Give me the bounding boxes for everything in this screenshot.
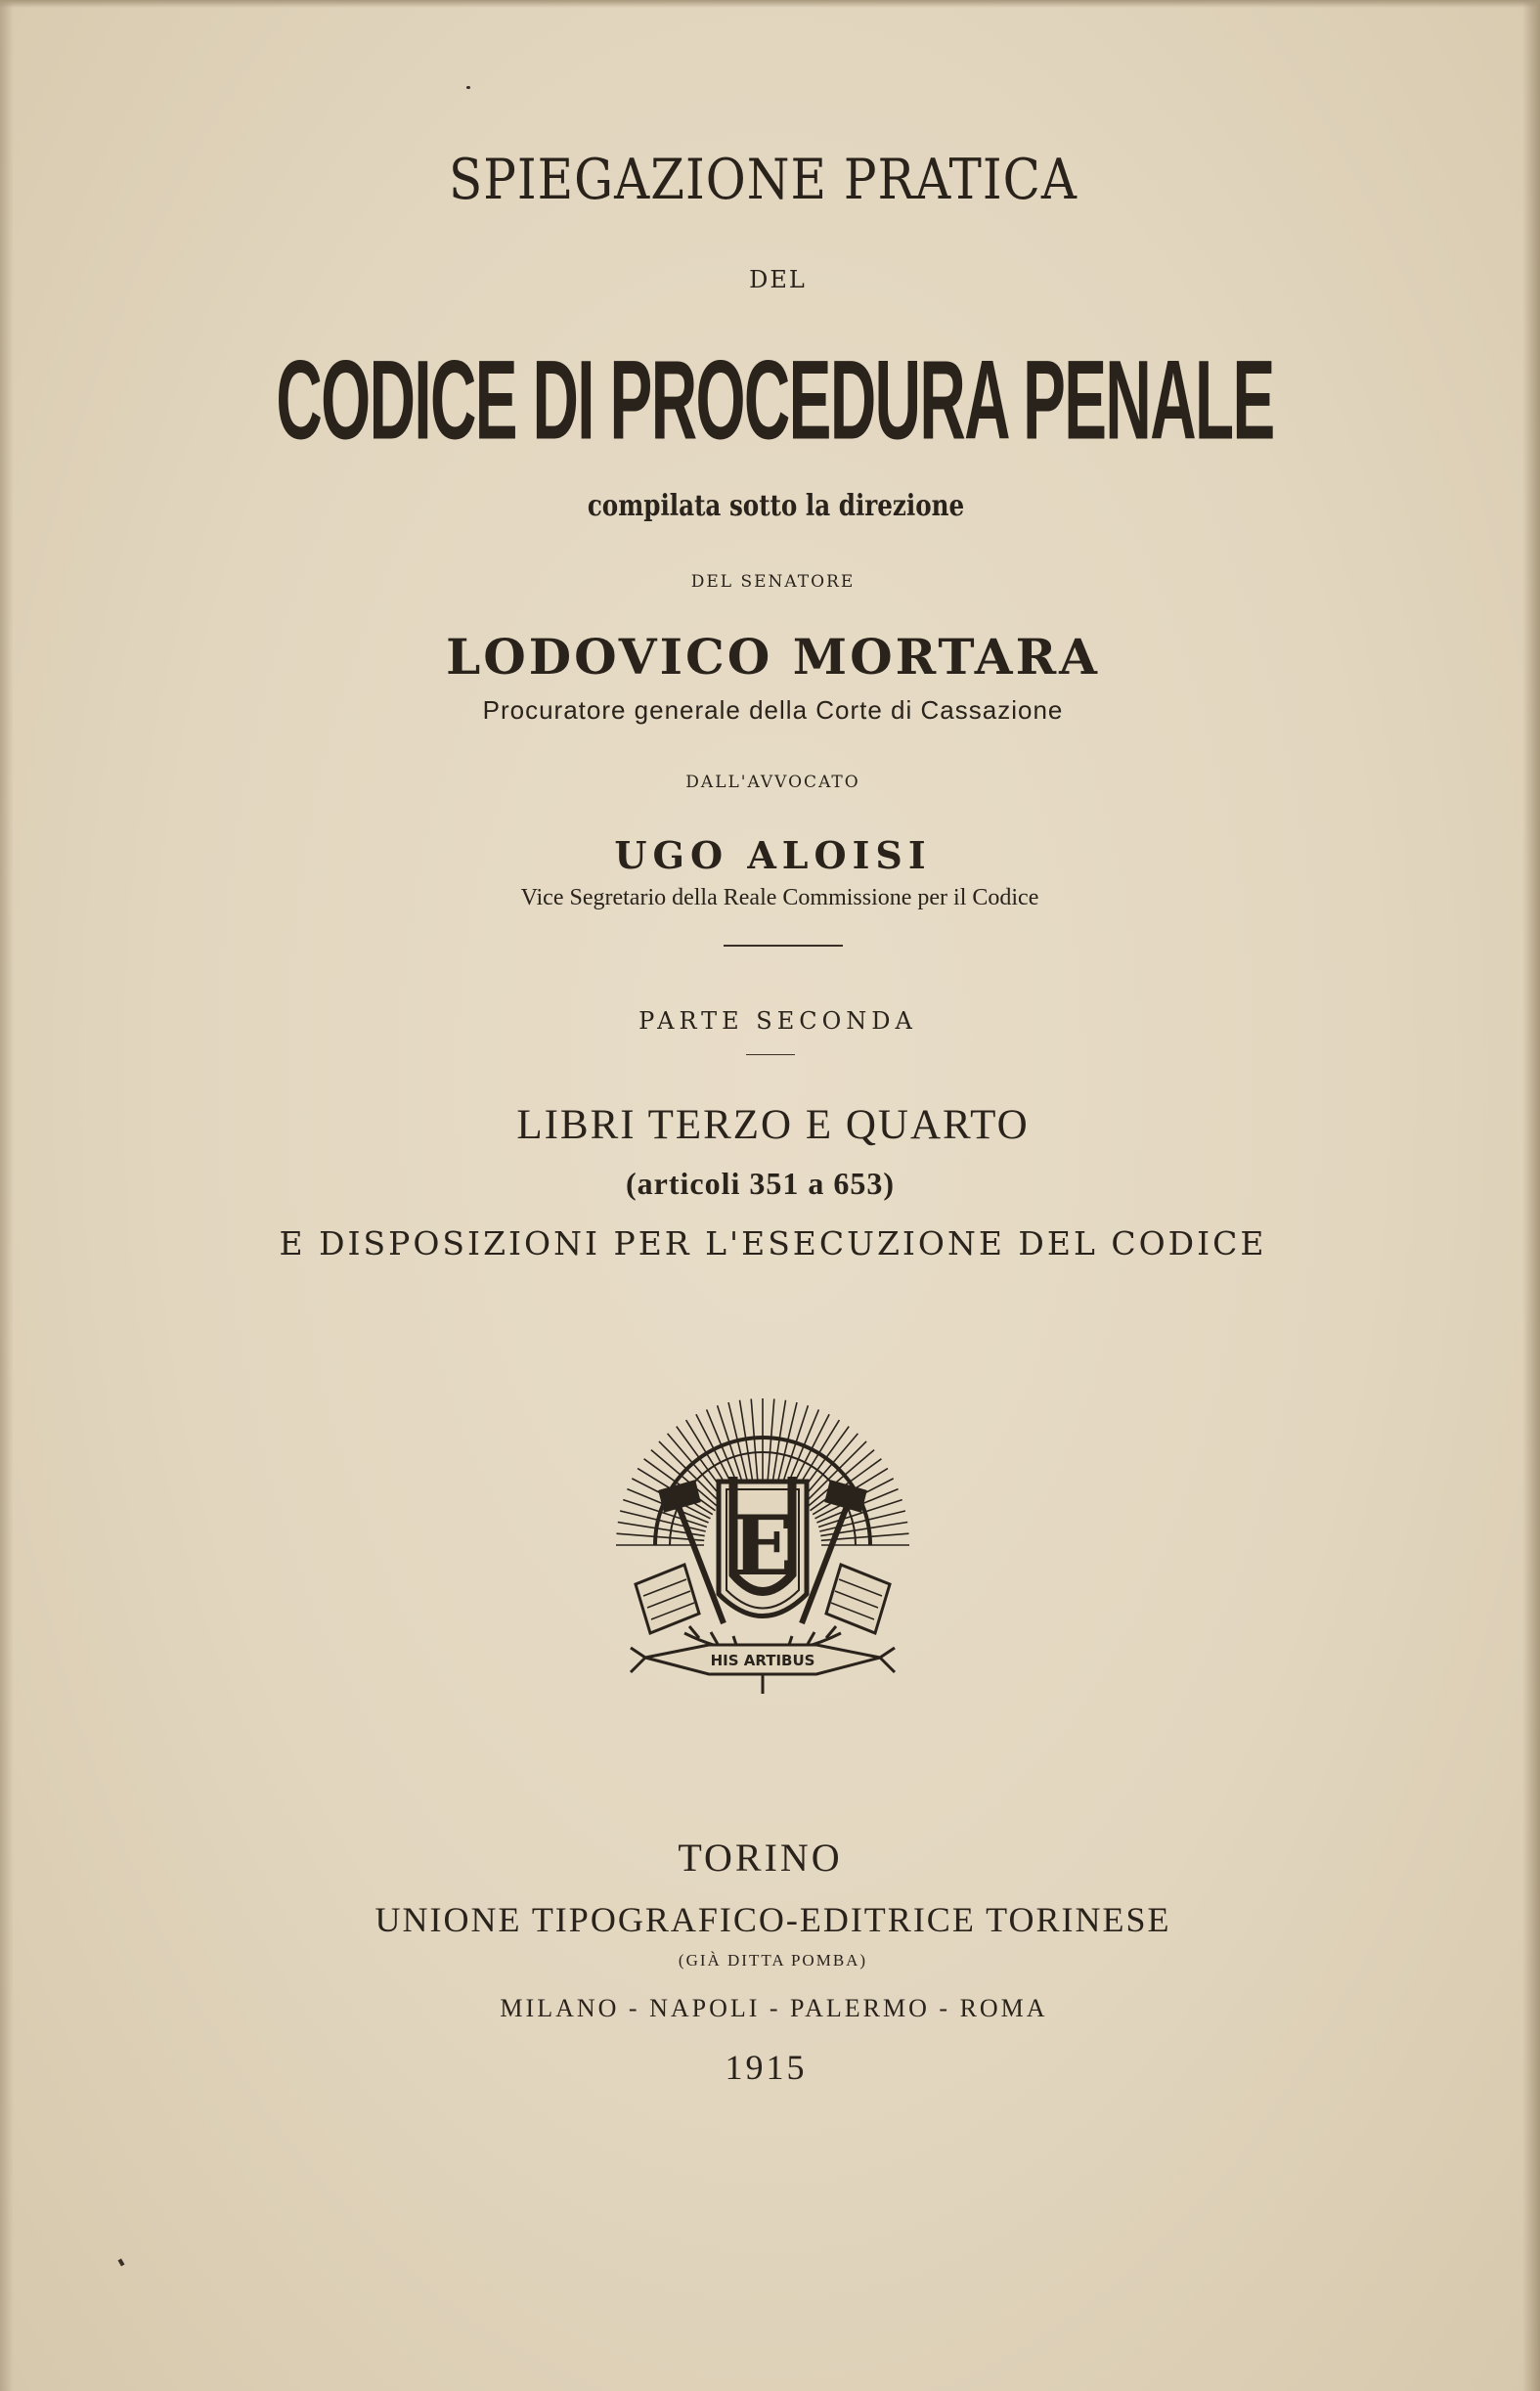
emblem-monogram: E xyxy=(730,1497,795,1594)
emblem-sun-ray xyxy=(728,1402,749,1488)
title-line-2: DEL xyxy=(749,266,807,293)
books-heading: LIBRI TERZO E QUARTO xyxy=(516,1102,1030,1148)
ink-speck xyxy=(118,2258,125,2266)
page-edge-top xyxy=(0,0,1540,8)
emblem-sun-ray xyxy=(751,1399,758,1487)
main-title: CODICE DI PROCEDURA PENALE xyxy=(276,338,1274,464)
divider-rule-2 xyxy=(746,1054,795,1055)
emblem-sun-ray xyxy=(776,1402,797,1488)
author-1-name: LODOVICO MORTARA xyxy=(446,628,1100,686)
dispositions-heading: E DISPOSIZIONI PER L'ESECUZIONE DEL CODICE xyxy=(279,1224,1267,1262)
imprint-publisher: UNIONE TIPOGRAFICO-EDITRICE TORINESE xyxy=(374,1900,1171,1939)
author-1-role: Procuratore generale della Corte di Cassazione xyxy=(482,695,1064,725)
divider-rule-1 xyxy=(724,945,843,947)
emblem-sun-ray xyxy=(771,1400,785,1487)
part-heading: PARTE SECONDA xyxy=(638,1007,917,1035)
articles-range: (articoli 351 a 653) xyxy=(625,1166,896,1201)
imprint-formerly: (GIÀ DITTA POMBA) xyxy=(678,1951,868,1970)
emblem-sun-ray xyxy=(620,1511,706,1531)
imprint-branches: MILANO - NAPOLI - PALERMO - ROMA xyxy=(500,1994,1048,2022)
author-2-role: Vice Segretario della Reale Commissione per il Codice xyxy=(520,885,1039,910)
del-senatore: DEL SENATORE xyxy=(690,572,856,592)
imprint-year: 1915 xyxy=(725,2048,808,2087)
publisher-emblem-icon xyxy=(616,1389,909,1702)
emblem-sun-ray xyxy=(740,1400,754,1487)
dall-avvocato: DALL'AVVOCATO xyxy=(685,773,860,792)
emblem-sun-ray xyxy=(819,1511,905,1531)
title-line-1: SPIEGAZIONE PRATICA xyxy=(449,147,1078,212)
compiled-line: compilata sotto la direzione xyxy=(587,489,965,523)
emblem-motto: HIS ARTIBUS xyxy=(710,1652,815,1669)
emblem-sun-ray xyxy=(768,1399,774,1487)
imprint-city: TORINO xyxy=(678,1836,843,1880)
author-2-name: UGO ALOISI xyxy=(614,833,932,877)
ink-speck xyxy=(466,86,470,89)
